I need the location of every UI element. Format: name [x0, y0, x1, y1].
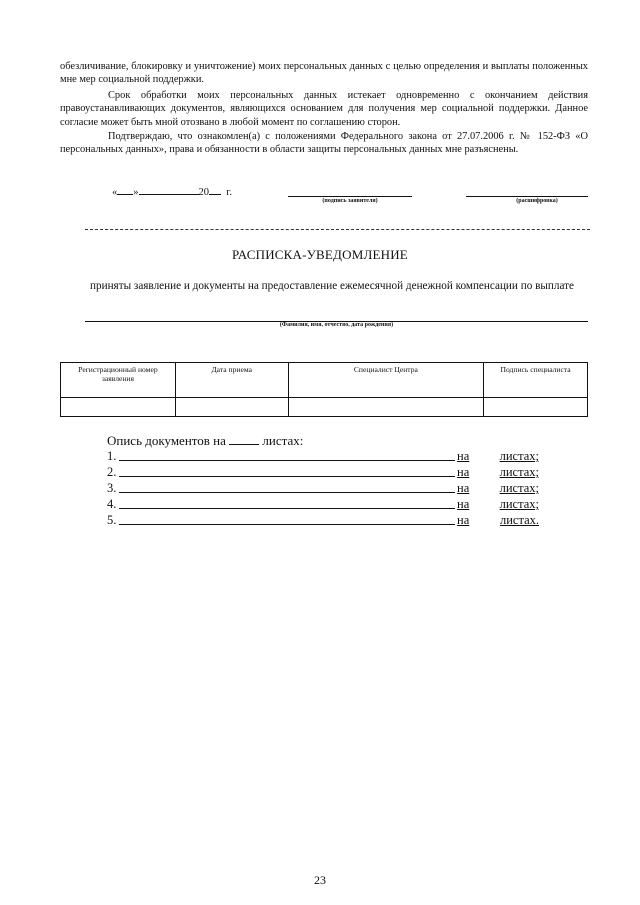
sheet-count-blank — [229, 431, 259, 445]
row-number: 3. — [107, 481, 117, 495]
day-blank — [117, 183, 133, 195]
row-sheets: листах; — [499, 497, 539, 511]
registration-table — [60, 362, 588, 417]
row-number: 4. — [107, 497, 117, 511]
row-na: на — [457, 513, 470, 527]
inventory-row — [107, 463, 539, 479]
cell-registration-number — [61, 398, 176, 417]
year-suffix: г. — [226, 187, 232, 198]
row-number: 2. — [107, 465, 117, 479]
inventory-heading-prefix: Опись документов на — [107, 433, 226, 448]
cut-line — [85, 229, 590, 230]
inventory-row — [107, 479, 539, 495]
accepted-documents-label: приняты заявление и документы на предоставление ежемесячной денежной компенсации по выплате — [90, 280, 574, 292]
fio-caption: (Фамилия, имя, отчество, дата рождения) — [279, 322, 394, 328]
inventory-row — [107, 511, 539, 527]
row-number: 5. — [107, 513, 117, 527]
header-receipt-date: Дата приема — [175, 363, 288, 398]
header-specialist-signature: Подпись специалиста — [484, 363, 588, 398]
inventory-heading-suffix: листах: — [262, 433, 304, 448]
row-sheets: листах; — [499, 449, 539, 463]
row-sheets: листах; — [499, 481, 539, 495]
inventory-row — [107, 447, 539, 463]
accepted-documents-text — [60, 279, 588, 294]
row-sheets: листах; — [499, 465, 539, 479]
row-na: на — [457, 497, 470, 511]
row-document-line — [119, 524, 455, 525]
quote-open: « — [112, 187, 118, 198]
quote-close: » — [133, 187, 139, 198]
row-document-line — [119, 492, 455, 493]
cell-receipt-date — [175, 398, 288, 417]
row-number: 1. — [107, 449, 117, 463]
year-prefix: 20 — [198, 187, 209, 198]
row-document-line — [119, 508, 455, 509]
receipt-title: РАСПИСКА-УВЕДОМЛЕНИЕ — [232, 247, 408, 262]
paragraph-consent-term: Срок обработки моих персональных данных истекает одновременно с окончанием действия правоустанавливающих документов, являющихся основанием для получения мер социальной поддержки. Данное согласие может быть мной отозвано в любой момент по соглашению сторон. — [60, 90, 588, 128]
inventory-row — [107, 495, 539, 511]
header-center-specialist: Специалист Центра — [288, 363, 484, 398]
row-sheets: листах. — [499, 513, 539, 527]
paragraph-law-acknowledgement: Подтверждаю, что ознакомлен(а) с положениями Федерального закона от 27.07.2006 г. № 152-ФЗ «О персональных данных», права и обязанности в области защиты персональных данных мне разъяснены. — [60, 131, 588, 156]
row-document-line — [119, 460, 455, 461]
cell-specialist-signature — [484, 398, 588, 417]
cell-center-specialist — [288, 398, 484, 417]
decoding-line — [466, 196, 588, 197]
row-na: на — [457, 481, 470, 495]
table-row — [61, 398, 588, 417]
paragraph-consent-scope: обезличивание, блокировку и уничтожение) моих персональных данных с целью определения и выплаты положенных мне мер социальной поддержки. — [60, 61, 588, 86]
applicant-signature-line — [288, 196, 412, 197]
month-blank — [139, 183, 199, 195]
row-na: на — [457, 449, 470, 463]
signature-row — [0, 183, 640, 213]
row-na: на — [457, 465, 470, 479]
table-header-row — [61, 363, 588, 398]
row-document-line — [119, 476, 455, 477]
date-field — [112, 183, 232, 198]
year-blank — [209, 183, 221, 195]
header-registration-number: Регистрационный номер заявления — [61, 363, 176, 398]
applicant-signature-caption: (подпись заявителя) — [322, 198, 378, 204]
page-number: 23 — [314, 873, 326, 887]
decoding-caption: (расшифровка) — [516, 198, 558, 204]
